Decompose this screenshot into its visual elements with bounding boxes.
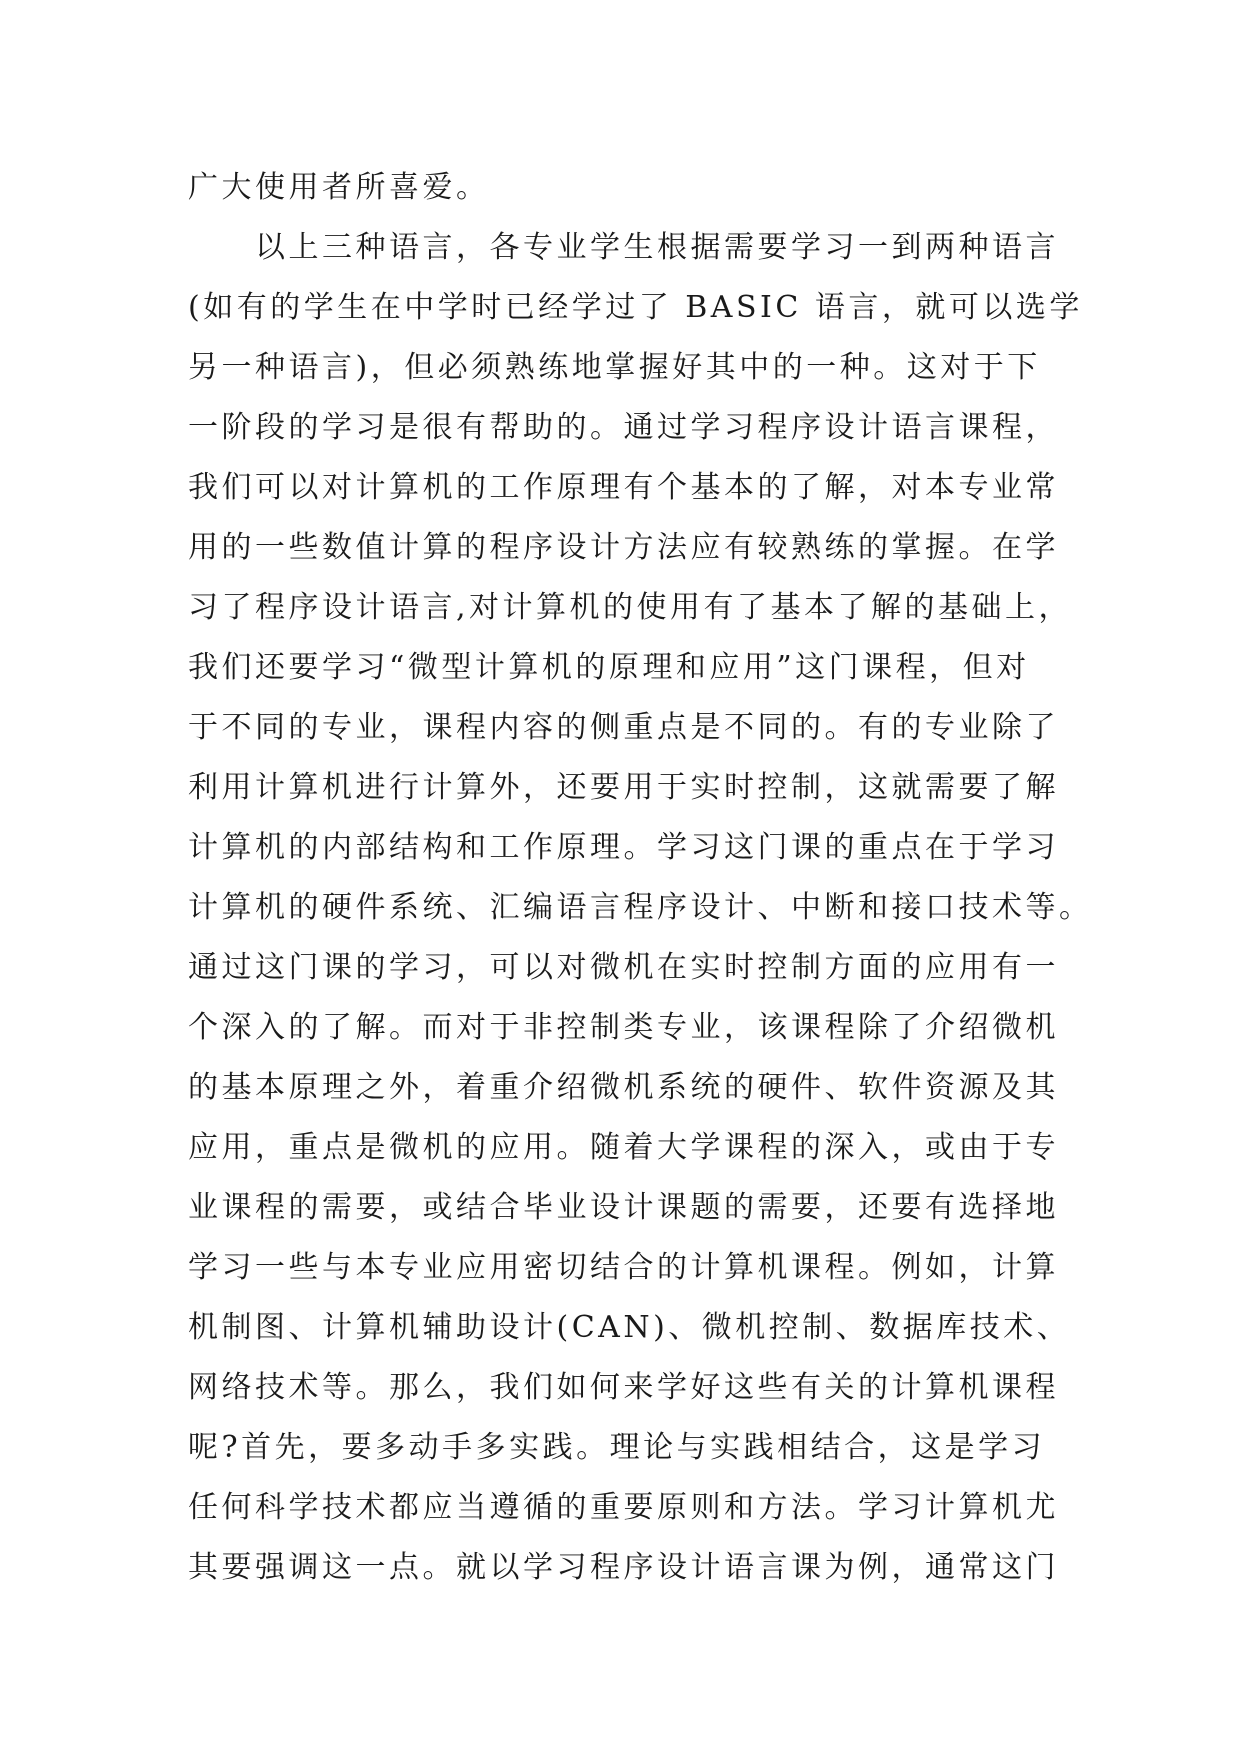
text-line: 机制图、计算机辅助设计(CAN)、微机控制、数据库技术、 bbox=[188, 1310, 1071, 1345]
text-line: 利用计算机进行计算外，还要用于实时控制，这就需要了解 bbox=[188, 770, 1059, 805]
text-line: 习了程序设计语言,对计算机的使用有了基本了解的基础上， bbox=[188, 590, 1073, 625]
text-line: 我们可以对计算机的工作原理有个基本的了解，对本专业常 bbox=[188, 470, 1059, 505]
text-line: 另一种语言)，但必须熟练地掌握好其中的一种。这对于下 bbox=[188, 350, 1041, 385]
text-line: 计算机的内部结构和工作原理。学习这门课的重点在于学习 bbox=[188, 830, 1059, 865]
text-line: (如有的学生在中学时已经学过了 BASIC 语言，就可以选学 bbox=[188, 290, 1083, 325]
text-line: 通过这门课的学习，可以对微机在实时控制方面的应用有一 bbox=[188, 950, 1059, 985]
text-line: 学习一些与本专业应用密切结合的计算机课程。例如，计算 bbox=[188, 1250, 1059, 1285]
text-line: 个深入的了解。而对于非控制类专业，该课程除了介绍微机 bbox=[188, 1010, 1059, 1045]
text-line: 的基本原理之外，着重介绍微机系统的硬件、软件资源及其 bbox=[188, 1070, 1059, 1105]
text-line: 其要强调这一点。就以学习程序设计语言课为例，通常这门 bbox=[188, 1550, 1059, 1585]
text-line: 于不同的专业，课程内容的侧重点是不同的。有的专业除了 bbox=[188, 710, 1059, 745]
text-line: 以上三种语言，各专业学生根据需要学习一到两种语言 bbox=[188, 230, 1059, 265]
text-line: 应用，重点是微机的应用。随着大学课程的深入，或由于专 bbox=[188, 1130, 1059, 1165]
body-text bbox=[188, 158, 1093, 1598]
text-line: 呢?首先，要多动手多实践。理论与实践相结合，这是学习 bbox=[188, 1430, 1046, 1465]
text-line: 用的一些数值计算的程序设计方法应有较熟练的掌握。在学 bbox=[188, 530, 1059, 565]
text-line: 网络技术等。那么，我们如何来学好这些有关的计算机课程 bbox=[188, 1370, 1059, 1405]
text-line: 一阶段的学习是很有帮助的。通过学习程序设计语言课程， bbox=[188, 410, 1059, 445]
text-line: 我们还要学习“微型计算机的原理和应用”这门课程，但对 bbox=[188, 650, 1030, 685]
text-line: 广大使用者所喜爱。 bbox=[188, 170, 490, 205]
text-line: 业课程的需要，或结合毕业设计课题的需要，还要有选择地 bbox=[188, 1190, 1059, 1225]
text-line: 任何科学技术都应当遵循的重要原则和方法。学习计算机尤 bbox=[188, 1490, 1059, 1525]
text-line: 计算机的硬件系统、汇编语言程序设计、中断和接口技术等。 bbox=[188, 890, 1093, 925]
